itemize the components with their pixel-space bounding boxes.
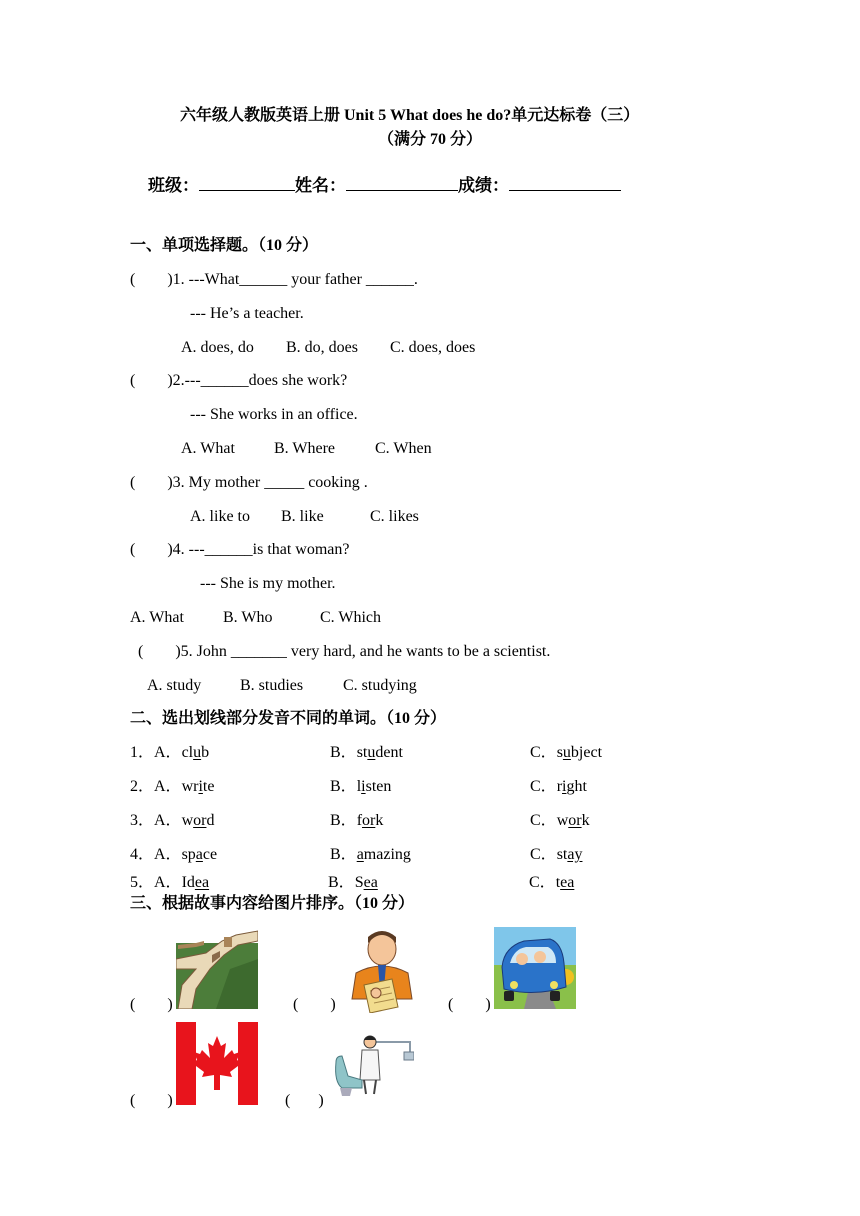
q1-answer: --- He’s a teacher. [190, 305, 304, 322]
phonics-row-4: 4．A．space [130, 846, 218, 863]
phonics-row-3: 3．A．word [130, 812, 215, 829]
q1-option-b: B. do, does [286, 339, 358, 356]
q2-answer: --- She works in an office. [190, 406, 358, 423]
name-field[interactable] [346, 174, 458, 191]
q5-option-a: A. study [147, 677, 202, 694]
q2-stem: ( )2.---______does she work? [130, 372, 348, 389]
q2-option-a: A. What [181, 440, 235, 457]
q5-option-b: B. studies [240, 677, 304, 694]
student-info-row [148, 174, 621, 196]
section3-heading: 三、根据故事内容给图片排序。（10 分） [130, 895, 415, 912]
q3-option-c: C. likes [370, 508, 419, 525]
row-number: 1．A． [130, 744, 182, 761]
q1-stem: ( )1. ---What______ your father ______. [130, 271, 418, 288]
name-label: 姓名： [295, 176, 346, 195]
score-label: 成绩： [458, 176, 509, 195]
q3-option-b: B. like [281, 508, 324, 525]
class-field[interactable] [199, 174, 295, 191]
driving-car-image [494, 927, 576, 1009]
q4-stem: ( )4. ---______is that woman? [130, 541, 350, 558]
q4-option-a: A. What [130, 609, 184, 626]
q4-option-b: B. Who [223, 609, 273, 626]
section1-heading: 一、单项选择题。（10 分） [130, 237, 319, 254]
q4-option-c: C. Which [320, 609, 382, 626]
q2-option-b: B. Where [274, 440, 336, 457]
class-label: 班级： [148, 176, 199, 195]
q2-option-c: C. When [375, 440, 432, 457]
order-bracket-4[interactable]: ( ) [130, 1092, 173, 1109]
q3-option-a: A. like to [190, 508, 250, 525]
order-bracket-3[interactable]: ( ) [448, 996, 491, 1013]
q1-option-a: A. does, do [181, 339, 254, 356]
q1-option-c: C. does, does [390, 339, 476, 356]
page-subtitle: （满分 70 分） [378, 131, 483, 148]
q5-stem: ( )5. John _______ very hard, and he wants to be a scientist. [138, 643, 551, 660]
q5-option-c: C. studying [343, 677, 417, 694]
phonics-row-3-c: C．work [530, 812, 590, 829]
phonics-row-1-b: B．student [330, 744, 403, 761]
order-bracket-2[interactable]: ( ) [293, 996, 336, 1013]
q4-answer: --- She is my mother. [200, 575, 336, 592]
section2-heading: 二、选出划线部分发音不同的单词。（10 分） [130, 710, 447, 727]
phonics-row-5-b: B．Sea [328, 874, 378, 891]
phonics-row-1-c: C．subject [530, 744, 603, 761]
phonics-row-4-b: B．amazing [330, 846, 411, 863]
option-a-word: club [181, 744, 210, 761]
score-field[interactable] [509, 174, 621, 191]
phonics-row-5: 5．A．Idea [130, 874, 210, 891]
phonics-row-2: 2．A．write [130, 778, 215, 795]
page-title: 六年级人教版英语上册 Unit 5 What does he do?单元达标卷（三） [180, 107, 640, 124]
order-bracket-1[interactable]: ( ) [130, 996, 173, 1013]
phonics-row-2-b: B．listen [330, 778, 392, 795]
q3-stem: ( )3. My mother _____ cooking . [130, 474, 368, 491]
dentist-image [332, 1032, 414, 1096]
phonics-row-4-c: C．stay [530, 846, 583, 863]
phonics-row-5-c: C．tea [529, 874, 575, 891]
writer-image [342, 929, 414, 1013]
great-wall-image [176, 929, 258, 1009]
order-bracket-5[interactable]: ( ) [285, 1092, 324, 1109]
canada-flag-image [176, 1022, 258, 1105]
phonics-row-3-b: B．fork [330, 812, 384, 829]
phonics-row-2-c: C．right [530, 778, 587, 795]
phonics-row-1 [130, 743, 209, 763]
